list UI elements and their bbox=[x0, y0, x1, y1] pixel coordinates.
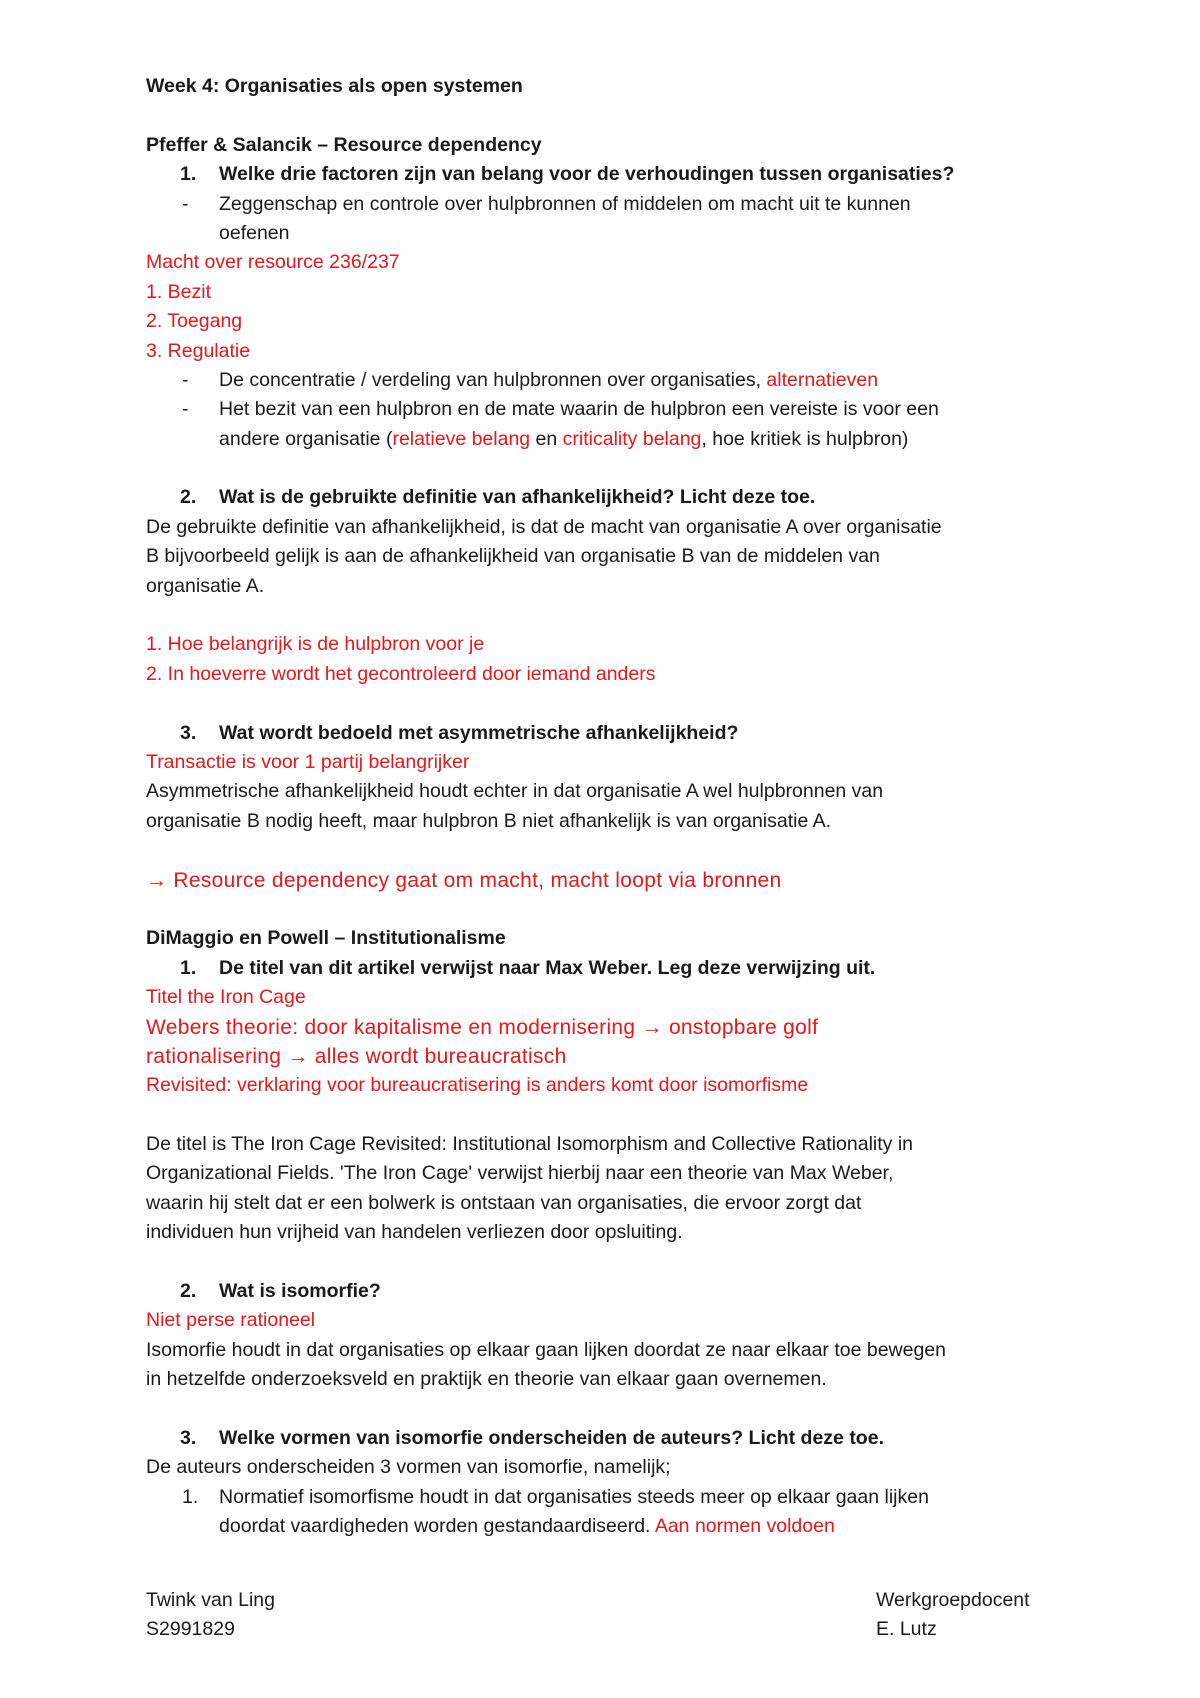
answer-paragraph-line: De titel is The Iron Cage Revisited: Institutional Isomorphism and Collective Rationality in bbox=[146, 1133, 913, 1156]
bullet-item-continued: andere organisatie (relatieve belang en criticality belang, hoe kritiek is hulpbron) bbox=[219, 427, 909, 450]
answer-paragraph-line: De auteurs onderscheiden 3 vormen van isomorfie, namelijk; bbox=[146, 1456, 671, 1479]
document-body bbox=[146, 72, 1076, 1542]
author-name: Twink van Ling bbox=[146, 1589, 275, 1611]
role-label: Werkgroepdocent bbox=[876, 1589, 1030, 1611]
numbered-list-item: 1. Normatief isomorfisme houdt in dat organisaties steeds meer op elkaar gaan lijken bbox=[182, 1485, 929, 1508]
bullet-item: - Zeggenschap en controle over hulpbronnen of middelen om macht uit te kunnen bbox=[182, 192, 911, 215]
section-heading-institutionalisme: DiMaggio en Powell – Institutionalisme bbox=[146, 927, 506, 950]
annotation-note: rationalisering → alles wordt bureaucratisch bbox=[146, 1044, 567, 1068]
question-1: 1. De titel van dit artikel verwijst naar Max Weber. Leg deze verwijzing uit. bbox=[180, 956, 876, 979]
question-2: 2. Wat is isomorfie? bbox=[180, 1280, 381, 1303]
footer-teacher bbox=[876, 1586, 1030, 1645]
answer-paragraph-line: Isomorfie houdt in dat organisaties op elkaar gaan lijken doordat ze naar elkaar toe bewegen bbox=[146, 1338, 947, 1361]
footer-student bbox=[146, 1586, 275, 1645]
bullet-item: - Het bezit van een hulpbron en de mate waarin de hulpbron een vereiste is voor een bbox=[182, 398, 939, 421]
question-2: 2. Wat is de gebruikte definitie van afhankelijkheid? Licht deze toe. bbox=[180, 486, 816, 509]
annotation-list-item: 2. In hoeverre wordt het gecontroleerd door iemand anders bbox=[146, 662, 656, 685]
question-3: 3. Wat wordt bedoeld met asymmetrische afhankelijkheid? bbox=[180, 721, 739, 744]
annotation-list-item: 1. Hoe belangrijk is de hulpbron voor je bbox=[146, 633, 485, 656]
answer-paragraph-line: organisatie A. bbox=[146, 574, 265, 597]
annotation-list-item: 3. Regulatie bbox=[146, 339, 251, 362]
annotation-note: Titel the Iron Cage bbox=[146, 986, 306, 1009]
teacher-name: E. Lutz bbox=[876, 1618, 937, 1641]
answer-paragraph-line: individuen hun vrijheid van handelen verliezen door opsluiting. bbox=[146, 1221, 683, 1244]
bullet-item-continued: oefenen bbox=[219, 221, 290, 244]
answer-paragraph-line: Organizational Fields. 'The Iron Cage' verwijst hierbij naar een theorie van Max Weber, bbox=[146, 1162, 894, 1185]
document-title: Week 4: Organisaties als open systemen bbox=[146, 75, 523, 97]
annotation-note: Revisited: verklaring voor bureaucratisering is anders komt door isomorfisme bbox=[146, 1074, 809, 1097]
annotation-note: Webers theorie: door kapitalisme en modernisering → onstopbare golf bbox=[146, 1015, 819, 1039]
answer-paragraph-line: waarin hij stelt dat er een bolwerk is ontstaan van organisaties, die ervoor zorgt dat bbox=[146, 1191, 862, 1214]
annotation-inline: Aan normen voldoen bbox=[654, 1515, 835, 1538]
bullet-item: - De concentratie / verdeling van hulpbronnen over organisaties, alternatieven bbox=[182, 368, 879, 391]
annotation-note: Macht over resource 236/237 bbox=[146, 251, 400, 274]
answer-paragraph-line: De gebruikte definitie van afhankelijkheid, is dat de macht van organisatie A over organisatie bbox=[146, 515, 942, 538]
annotation-summary: → Resource dependency gaat om macht, macht loopt via bronnen bbox=[146, 868, 782, 892]
question-1: 1. Welke drie factoren zijn van belang voor de verhoudingen tussen organisaties? bbox=[180, 163, 955, 186]
section-heading-resource-dependency: Pfeffer & Salancik – Resource dependency bbox=[146, 133, 542, 156]
annotation-list-item: 2. Toegang bbox=[146, 310, 243, 333]
annotation-inline: criticality belang bbox=[562, 427, 702, 450]
question-3: 3. Welke vormen van isomorfie onderscheiden de auteurs? Licht deze toe. bbox=[180, 1426, 884, 1449]
annotation-inline: alternatieven bbox=[766, 368, 879, 391]
numbered-list-item-continued: doordat vaardigheden worden gestandaardiseerd. Aan normen voldoen bbox=[219, 1515, 835, 1538]
annotation-note: Niet perse rationeel bbox=[146, 1309, 316, 1332]
answer-paragraph-line: organisatie B nodig heeft, maar hulpbron B niet afhankelijk is van organisatie A. bbox=[146, 809, 832, 832]
student-id: S2991829 bbox=[146, 1618, 235, 1641]
answer-paragraph-line: Asymmetrische afhankelijkheid houdt echter in dat organisatie A wel hulpbronnen van bbox=[146, 780, 884, 803]
annotation-inline: relatieve belang bbox=[392, 427, 531, 450]
answer-paragraph-line: B bijvoorbeeld gelijk is aan de afhankelijkheid van organisatie B van de middelen van bbox=[146, 545, 880, 568]
annotation-list-item: 1. Bezit bbox=[146, 280, 212, 303]
answer-paragraph-line: in hetzelfde onderzoeksveld en praktijk en theorie van elkaar gaan overnemen. bbox=[146, 1368, 827, 1391]
annotation-note: Transactie is voor 1 partij belangrijker bbox=[146, 750, 470, 773]
